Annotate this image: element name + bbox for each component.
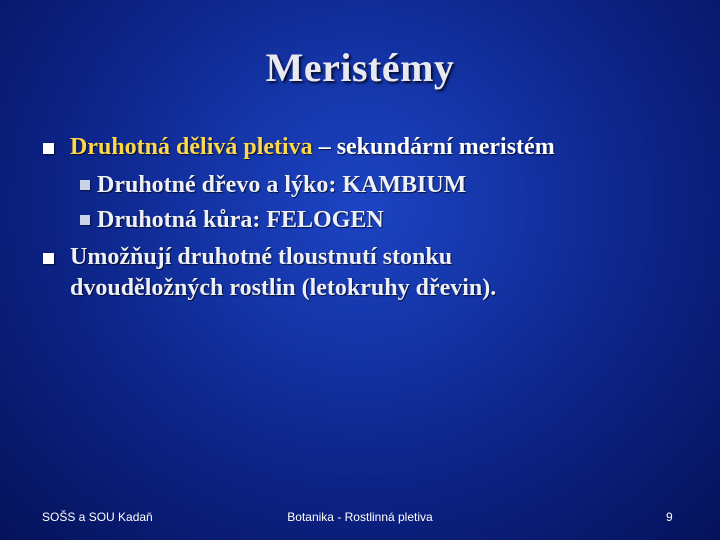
bullet-item-2 (40, 242, 700, 304)
sub-bullet-text: Druhotné dřevo a lýko: KAMBIUM (97, 172, 467, 198)
bullet-text-line-2: dvouděložných rostlin (letokruhy dřevin). (70, 275, 497, 301)
square-bullet-icon (43, 253, 54, 264)
slide-content (40, 132, 700, 304)
sub-bullet-item-1 (40, 165, 700, 205)
footer-school: SOŠS a SOU Kadaň (42, 510, 153, 524)
bullet-text-line-1: Umožňují druhotné tloustnutí stonku (70, 244, 453, 270)
square-bullet-icon (80, 215, 90, 225)
bullet-highlight-text: Druhotná dělivá pletiva (70, 134, 313, 160)
sub-bullet-text: Druhotná kůra: FELOGEN (97, 207, 384, 233)
footer-course: Botanika - Rostlinná pletiva (287, 510, 433, 524)
square-bullet-icon (43, 143, 54, 154)
square-bullet-icon (80, 180, 90, 190)
slide-title: Meristémy (265, 45, 455, 90)
bullet-text: – sekundární meristém (312, 134, 555, 160)
bullet-item-1 (40, 132, 700, 163)
sub-bullet-item-2 (40, 200, 700, 240)
page-number: 9 (666, 510, 673, 524)
